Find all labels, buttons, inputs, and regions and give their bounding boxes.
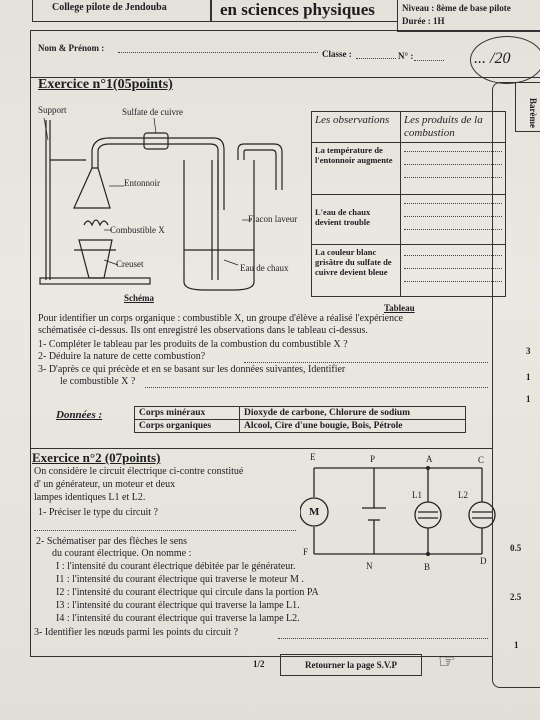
ex2-question-2a: 2- Schématiser par des flèches le sens: [36, 536, 188, 547]
table-header-observations: Les observations: [312, 112, 401, 143]
node-label-e: E: [310, 452, 316, 462]
label-tableau: Tableau: [384, 303, 415, 313]
score-ex2-q3: 1: [514, 640, 519, 650]
score-ex1-q3: 1: [526, 394, 531, 404]
table-cell-answer[interactable]: [401, 195, 506, 245]
ex1-question-1: 1- Compléter le tableau par les produits de la combustion du combustible X ?: [38, 339, 348, 350]
ex2-title: Exercice n°2 (07points): [32, 450, 161, 465]
node-label-f: F: [303, 547, 309, 557]
table-header-products: Les produits de la combustion: [401, 112, 506, 143]
lamp-label-l2: L2: [458, 490, 468, 500]
ex2-bullet: I3 : l'intensité du courant électrique qui traverse la lampe L1.: [56, 600, 300, 611]
motor-label: M: [309, 506, 320, 518]
table-cell-observation: L'eau de chaux devient trouble: [312, 195, 401, 245]
node-label-n: N: [366, 561, 373, 571]
name-label: Nom & Prénom :: [38, 43, 105, 53]
score-ex2-q2: 2.5: [510, 592, 522, 602]
node-label-b: B: [424, 562, 431, 572]
ex2-bullet: I4 : l'intensité du courant électrique qui traverse la lampe L2.: [56, 613, 300, 624]
table-cell-observation: La température de l'entonnoir augmente: [312, 143, 401, 195]
label-sulfate: Sulfate de cuivre: [122, 107, 183, 117]
ex2-answer-1-field[interactable]: [34, 530, 296, 531]
table-row: [135, 407, 466, 420]
page-number: 1/2: [253, 659, 265, 669]
donnees-value: Dioxyde de carbone, Chlorure de sodium: [240, 407, 466, 420]
label-eau: Eau de chaux: [240, 263, 289, 273]
ex1-intro-line2: schématisée ci-dessus. Ils ont enregistré les observations dans le tableau ci-dessus.: [38, 325, 368, 336]
label-combustible: Combustible X: [110, 225, 165, 235]
ex1-question-3a: 3- D'après ce qui précède et en se basant sur les données suivantes, Identifier: [38, 364, 346, 375]
name-field[interactable]: [118, 52, 318, 53]
table-header-row: [312, 112, 506, 143]
label-flacon: Flacon laveur: [248, 214, 298, 224]
node-label-p: P: [370, 454, 376, 464]
ex1-answer-2-field[interactable]: [244, 362, 488, 363]
label-support: Support: [38, 105, 67, 115]
label-creuset: Creuset: [116, 259, 144, 269]
table-cell-observation: La couleur blanc grisâtre du sulfate de cuivre devient bleue: [312, 245, 401, 297]
ex2-intro-line2: d' un générateur, un moteur et deux: [34, 479, 176, 490]
number-field[interactable]: [414, 60, 444, 61]
ex1-answer-3-field[interactable]: [145, 387, 488, 388]
school-name: College pilote de Jendouba: [52, 2, 167, 13]
ex2-question-3: 3- Identifier les nœuds parmi les points du circuit ?: [34, 627, 239, 638]
ex2-question-2b: du courant électrique. On nomme :: [52, 548, 192, 559]
bareme-label: Barème: [528, 98, 538, 128]
ex2-bullet: I : l'intensité du courant électrique débitée par le générateur.: [56, 561, 296, 572]
ex2-bullet: I2 : l'intensité du courant électrique qui circule dans la portion PA: [56, 587, 319, 598]
ex1-question-3b: le combustible X ?: [60, 376, 136, 387]
number-label: N° :: [398, 51, 414, 61]
duration: Durée : 1H: [402, 16, 445, 26]
label-schema: Schéma: [124, 293, 154, 303]
table-row: [312, 143, 506, 195]
donnees-key: Corps minéraux: [135, 407, 240, 420]
node-label-c: C: [478, 455, 485, 465]
table-cell-answer[interactable]: [401, 143, 506, 195]
table-cell-answer[interactable]: [401, 245, 506, 297]
table-row: [135, 420, 466, 433]
footer-divider: [30, 656, 492, 657]
section-divider: [30, 448, 492, 449]
node-label-d: D: [480, 556, 487, 566]
ex2-intro-line1: On considère le circuit électrique ci-contre constitué: [34, 466, 244, 477]
circuit-diagram: [300, 452, 496, 574]
score-ex1-q2: 1: [526, 372, 531, 382]
ex2-question-1: 1- Préciser le type du circuit ?: [38, 507, 158, 518]
ex1-intro-line1: Pour identifier un corps organique : combustible X, un groupe d'élève a réalisé l'expérience: [38, 313, 403, 324]
donnees-key: Corps organiques: [135, 420, 240, 433]
ex2-bullet: I1 : l'intensité du courant électrique qui traverse le moteur M .: [56, 574, 304, 585]
donnees-table: [134, 406, 466, 433]
total-score: ... /20: [474, 50, 511, 67]
level: Niveau : 8ème de base pilote: [402, 3, 511, 13]
table-row: [312, 245, 506, 297]
table-row: [312, 195, 506, 245]
turn-page-button[interactable]: Retourner la page S.V.P: [280, 654, 422, 676]
ex2-intro-line3: lampes identiques L1 et L2.: [34, 492, 146, 503]
ex2-answer-3-field[interactable]: [278, 638, 488, 639]
donnees-value: Alcool, Cire d'une bougie, Bois, Pétrole: [240, 420, 466, 433]
student-info-box: [30, 30, 540, 78]
subject-title: en sciences physiques: [220, 0, 375, 19]
score-ex2-q1: 0.5: [510, 543, 522, 553]
donnees-label: Données :: [56, 409, 103, 421]
lamp-label-l1: L1: [412, 490, 422, 500]
ex1-question-2: 2- Déduire la nature de cette combustion?: [38, 351, 206, 362]
class-field[interactable]: [356, 58, 396, 59]
ex1-title: Exercice n°1(05points): [38, 77, 173, 92]
pointing-hand-icon: ☞: [438, 651, 456, 673]
observations-table: [311, 111, 506, 297]
node-label-a: A: [426, 454, 433, 464]
class-label: Classe :: [322, 49, 352, 59]
label-entonnoir: Entonnoir: [124, 178, 160, 188]
score-ex1-q1: 3: [526, 346, 531, 356]
